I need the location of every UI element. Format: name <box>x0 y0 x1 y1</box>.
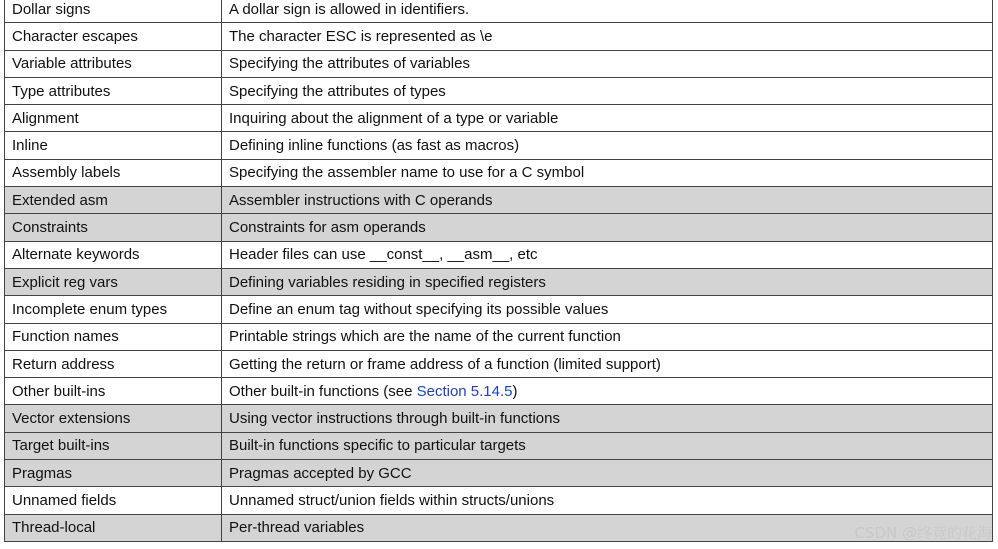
feature-name: Return address <box>5 350 222 377</box>
feature-name: Assembly labels <box>5 159 222 186</box>
feature-description: Pragmas accepted by GCC <box>222 460 993 487</box>
table-row <box>5 105 993 132</box>
feature-name: Alignment <box>5 105 222 132</box>
description-suffix: ) <box>512 382 518 400</box>
feature-name: Other built-ins <box>5 378 222 405</box>
feature-description: Printable strings which are the name of the current function <box>222 323 993 350</box>
feature-name: Function names <box>5 323 222 350</box>
feature-name: Inline <box>5 132 222 159</box>
table-row <box>5 378 993 405</box>
feature-name: Incomplete enum types <box>5 296 222 323</box>
feature-description: Using vector instructions through built-in functions <box>222 405 993 432</box>
table-row <box>5 0 993 23</box>
feature-description: Unnamed struct/union fields within structs/unions <box>222 487 993 514</box>
table-row <box>5 132 993 159</box>
table-row <box>5 187 993 214</box>
feature-name: Unnamed fields <box>5 487 222 514</box>
feature-name: Vector extensions <box>5 405 222 432</box>
feature-name: Constraints <box>5 214 222 241</box>
feature-description: Defining inline functions (as fast as macros) <box>222 132 993 159</box>
table-row <box>5 77 993 104</box>
table-row <box>5 241 993 268</box>
feature-description: Constraints for asm operands <box>222 214 993 241</box>
feature-description: Specifying the attributes of variables <box>222 50 993 77</box>
feature-description: Defining variables residing in specified registers <box>222 268 993 295</box>
table-row <box>5 432 993 459</box>
feature-name: Target built-ins <box>5 432 222 459</box>
table-row <box>5 323 993 350</box>
feature-description <box>222 378 993 405</box>
table-row <box>5 268 993 295</box>
feature-description: Assembler instructions with C operands <box>222 187 993 214</box>
feature-name: Dollar signs <box>5 0 222 23</box>
feature-description: A dollar sign is allowed in identifiers. <box>222 0 993 23</box>
feature-description: The character ESC is represented as \e <box>222 23 993 50</box>
table-row <box>5 23 993 50</box>
feature-description: Per-thread variables <box>222 514 993 541</box>
feature-name: Type attributes <box>5 77 222 104</box>
feature-description: Built-in functions specific to particular targets <box>222 432 993 459</box>
feature-description: Define an enum tag without specifying its possible values <box>222 296 993 323</box>
feature-name: Pragmas <box>5 460 222 487</box>
features-table <box>4 0 993 542</box>
feature-name: Alternate keywords <box>5 241 222 268</box>
table-row <box>5 487 993 514</box>
feature-name: Character escapes <box>5 23 222 50</box>
feature-name: Variable attributes <box>5 50 222 77</box>
table-row <box>5 350 993 377</box>
table-row <box>5 296 993 323</box>
table-row <box>5 50 993 77</box>
description-prefix: Other built-in functions (see <box>229 382 417 400</box>
feature-description: Header files can use __const__, __asm__, etc <box>222 241 993 268</box>
table-row <box>5 405 993 432</box>
table-row <box>5 460 993 487</box>
table-row <box>5 214 993 241</box>
feature-name: Explicit reg vars <box>5 268 222 295</box>
feature-description: Getting the return or frame address of a function (limited support) <box>222 350 993 377</box>
feature-name: Thread-local <box>5 514 222 541</box>
feature-name: Extended asm <box>5 187 222 214</box>
table-row <box>5 514 993 541</box>
table-row <box>5 159 993 186</box>
feature-description: Inquiring about the alignment of a type or variable <box>222 105 993 132</box>
feature-description: Specifying the assembler name to use for a C symbol <box>222 159 993 186</box>
watermark: CSDN @终竟的花海 <box>854 524 992 542</box>
feature-description: Specifying the attributes of types <box>222 77 993 104</box>
section-link[interactable]: Section 5.14.5 <box>416 382 513 400</box>
